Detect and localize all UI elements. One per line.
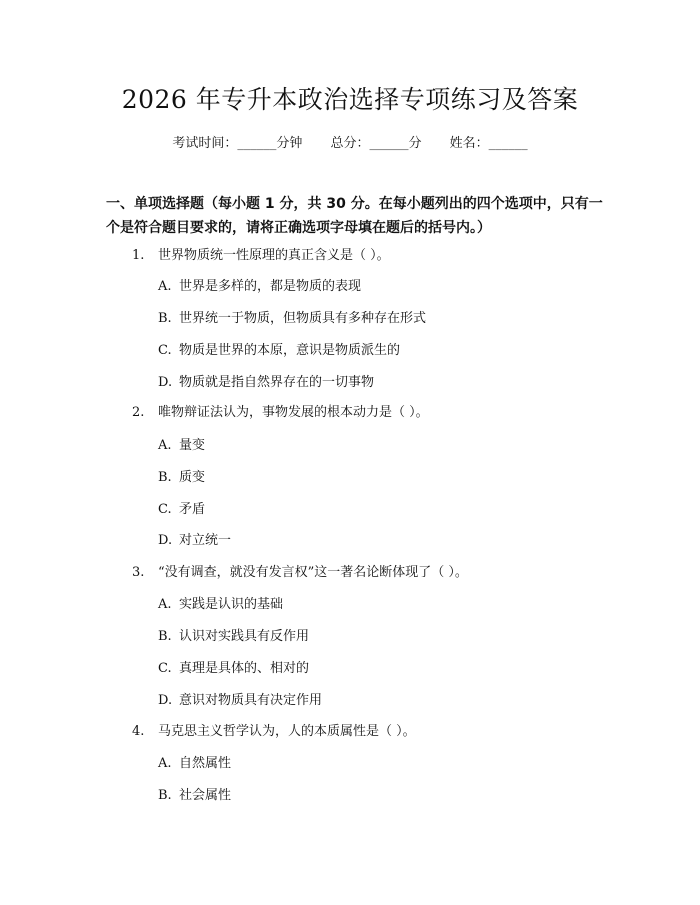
question-2-option-b: B. 质变 <box>158 470 206 485</box>
question-text: 马克思主义哲学认为，人的本质属性是（ ）。 <box>158 724 416 739</box>
exam-meta <box>0 132 700 151</box>
question-2-option-c: C. 矛盾 <box>158 502 206 517</box>
question-text: 世界物质统一性原理的真正含义是（ ）。 <box>158 248 390 263</box>
question-2-option-d: D. 对立统一 <box>158 533 232 548</box>
question-4-option-a: A. 自然属性 <box>158 756 232 771</box>
exam-time-blank: ______ <box>237 136 277 151</box>
student-name: 姓名：______ <box>449 136 528 151</box>
question-3-option-b: B. 认识对实践具有反作用 <box>158 629 310 644</box>
question-1-option-a: A. 世界是多样的，都是物质的表现 <box>158 279 362 294</box>
document-title: 2026 年专升本政治选择专项练习及答案 <box>121 85 579 114</box>
question-text: “没有调查，就没有发言权”这一著名论断体现了（ ）。 <box>158 565 468 580</box>
question-text: 唯物辩证法认为，事物发展的根本动力是（ ）。 <box>158 405 429 420</box>
question-3: 3. “没有调查，就没有发言权”这一著名论断体现了（ ）。 <box>132 565 468 580</box>
question-1-option-d: D. 物质就是指自然界存在的一切事物 <box>158 375 375 390</box>
question-3-option-c: C. 真理是具体的、相对的 <box>158 661 310 676</box>
exam-time: 考试时间：______分钟 <box>172 136 303 151</box>
question-4: 4. 马克思主义哲学认为，人的本质属性是（ ）。 <box>132 724 416 739</box>
question-1-option-b: B. 世界统一于物质，但物质具有多种存在形式 <box>158 311 427 326</box>
question-4-option-b: B. 社会属性 <box>158 788 232 803</box>
total-score: 总分：______分 <box>330 136 422 151</box>
question-1: 1. 世界物质统一性原理的真正含义是（ ）。 <box>132 248 390 263</box>
question-2: 2. 唯物辩证法认为，事物发展的根本动力是（ ）。 <box>132 405 429 420</box>
student-name-blank: ______ <box>488 136 528 151</box>
section-heading: 一、单项选择题（每小题 1 分，共 30 分。在每小题列出的四个选项中，只有一个是符合题目要求的，请将正确选项字母填在题后的括号内。） <box>106 196 603 236</box>
question-1-option-c: C. 物质是世界的本原，意识是物质派生的 <box>158 343 401 358</box>
total-score-blank: ______ <box>369 136 409 151</box>
question-3-option-d: D. 意识对物质具有决定作用 <box>158 693 323 708</box>
question-3-option-a: A. 实践是认识的基础 <box>158 597 284 612</box>
question-2-option-a: A. 量变 <box>158 438 206 453</box>
